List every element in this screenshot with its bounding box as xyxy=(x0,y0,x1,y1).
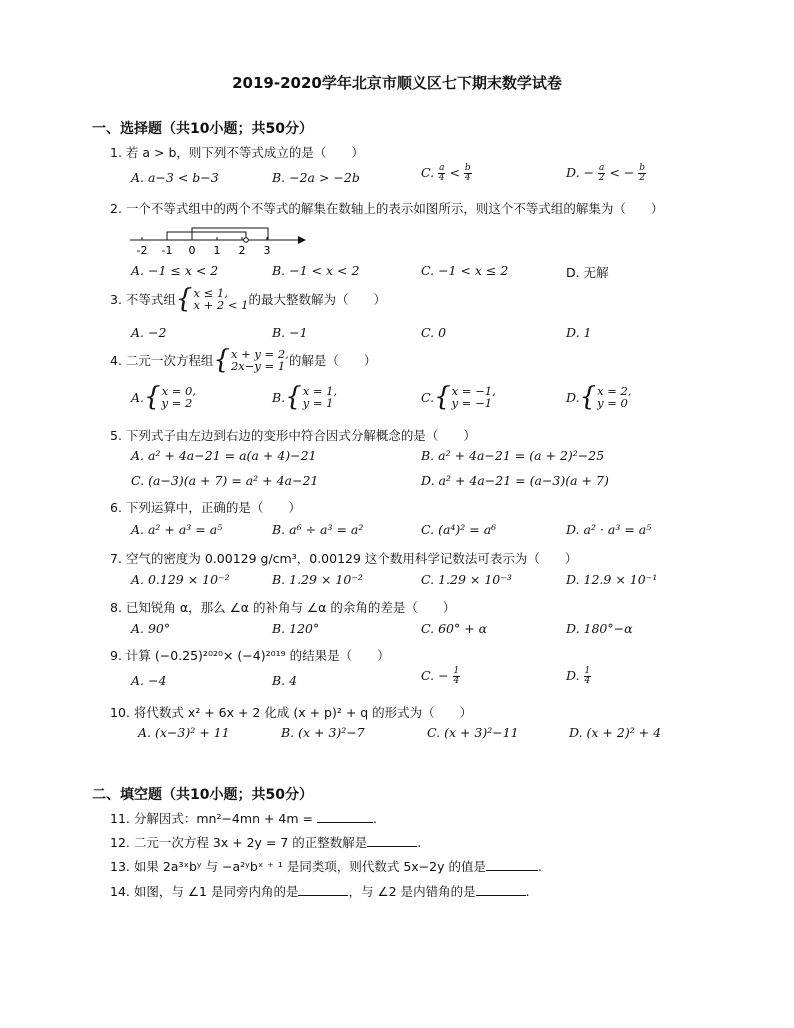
question-3-stem xyxy=(110,284,386,314)
option-label: C. − xyxy=(421,668,449,683)
solution-line-2: y = 2 xyxy=(161,396,193,410)
page-title: 2019-2020学年北京市顺义区七下期末数学试卷 xyxy=(232,74,562,92)
question-6-option-c: C. (a⁴)² = a⁶ xyxy=(421,522,497,537)
number-line-arrow-icon xyxy=(298,236,306,244)
equation-1: x + y = 2, xyxy=(230,347,289,361)
brace-icon: { xyxy=(213,345,230,375)
question-4-option-c xyxy=(421,382,496,412)
answer-blank[interactable] xyxy=(486,858,538,871)
number-line-tick-label: -2 xyxy=(136,244,148,257)
question-11 xyxy=(110,809,377,827)
answer-blank[interactable] xyxy=(317,810,373,823)
answer-blank[interactable] xyxy=(298,883,348,896)
question-4-prefix: 4. 二元一次方程组 xyxy=(110,353,214,368)
number-line-tick-label: 1 xyxy=(213,244,221,257)
question-9-option-d xyxy=(566,667,591,686)
question-1-option-d xyxy=(566,164,646,183)
fraction-denominator: 2 xyxy=(598,173,605,183)
question-5-option-d: D. a² + 4a−21 = (a−3)(a + 7) xyxy=(421,473,609,488)
question-7-option-b: B. 1.29 × 10⁻² xyxy=(272,572,363,587)
solution-line-1: x = 1, xyxy=(302,384,338,398)
number-line-tick-label: 3 xyxy=(263,244,271,257)
question-2-option-b: B. −1 < x < 2 xyxy=(272,263,360,278)
question-4-option-b xyxy=(272,382,338,412)
question-9-option-b: B. 4 xyxy=(272,673,298,688)
question-8-option-b: B. 120° xyxy=(272,621,320,636)
question-8-option-a: A. 90° xyxy=(131,621,171,636)
question-6-option-a: A. a² + a³ = a⁵ xyxy=(131,522,223,537)
question-8-stem: 8. 已知锐角 α，那么 ∠α 的补角与 ∠α 的余角的差是（ ） xyxy=(110,600,456,615)
solution-system xyxy=(434,382,496,412)
fraction-denominator: 2 xyxy=(639,173,645,183)
question-9-stem: 9. 计算 (−0.25)²⁰²⁰× (−4)²⁰¹⁹ 的结果是（ ） xyxy=(110,648,390,663)
comparison-sign: < xyxy=(449,165,460,180)
option-d-label: D. − xyxy=(566,165,594,180)
question-5-stem: 5. 下列式子由左边到右边的变形中符合因式分解概念的是（ ） xyxy=(110,428,476,443)
solution-bracket-lower xyxy=(192,228,268,240)
answer-blank[interactable] xyxy=(476,883,526,896)
inequality-2: x + 2 < 1 xyxy=(193,298,249,312)
question-2-option-d: D. 无解 xyxy=(566,265,609,280)
question-3-option-b: B. −1 xyxy=(272,325,308,340)
question-3-option-d: D. 1 xyxy=(566,325,592,340)
question-8-option-c: C. 60° + α xyxy=(421,621,488,636)
solution-line-2: y = 0 xyxy=(597,396,628,410)
question-5-option-c: C. (a−3)(a + 7) = a² + 4a−21 xyxy=(131,473,319,488)
solution-system xyxy=(285,382,338,412)
question-5-option-a: A. a² + 4a−21 = a(a + 4)−21 xyxy=(131,448,317,463)
number-line-figure xyxy=(128,226,308,258)
question-1-option-b: B. −2a > −2b xyxy=(272,170,360,185)
question-9-option-c xyxy=(421,667,460,686)
inequality-system xyxy=(175,284,249,314)
question-14-middle: ，与 ∠2 是内错角的是 xyxy=(348,884,476,899)
question-12-text: 12. 二元一次方程 3x + 2y = 7 的正整数解是 xyxy=(110,835,368,850)
question-7-stem: 7. 空气的密度为 0.00129 g/cm³，0.00129 这个数用科学记数法可表示为（ ） xyxy=(110,551,578,566)
fraction-numerator: b xyxy=(639,163,646,173)
question-14-text: 14. 如图，与 ∠1 是同旁内角的是 xyxy=(110,884,299,899)
question-4-option-a xyxy=(131,382,196,412)
question-1-option-c xyxy=(421,164,472,183)
question-14 xyxy=(110,882,530,900)
brace-icon: { xyxy=(285,382,302,412)
fraction xyxy=(584,667,592,686)
solution-bracket-upper xyxy=(167,232,246,240)
number-line-tick-label: -1 xyxy=(161,244,173,257)
question-1-option-a: A. a−3 < b−3 xyxy=(131,170,219,185)
fraction xyxy=(464,164,472,183)
question-3-suffix: 的最大整数解为（ ） xyxy=(248,292,386,307)
question-8-option-d: D. 180°−α xyxy=(566,621,633,636)
question-4-suffix: 的解是（ ） xyxy=(288,353,377,368)
solution-line-1: x = 2, xyxy=(597,384,632,398)
question-6-option-b: B. a⁶ ÷ a³ = a² xyxy=(272,522,364,537)
brace-icon: { xyxy=(579,382,597,412)
solution-system xyxy=(144,382,196,412)
comparison-sign: < − xyxy=(609,165,635,180)
question-2-stem: 2. 一个不等式组中的两个不等式的解集在数轴上的表示如图所示，则这个不等式组的解集为（ ） xyxy=(110,201,664,216)
question-11-text: 11. 分解因式：mn²−4mn + 4m = xyxy=(110,811,313,826)
question-10-option-c: C. (x + 3)²−11 xyxy=(427,725,519,740)
question-3-prefix: 3. 不等式组 xyxy=(110,292,176,307)
question-6-option-d: D. a² · a³ = a⁵ xyxy=(566,522,652,537)
question-3-option-a: A. −2 xyxy=(131,325,167,340)
solution-line-1: x = −1, xyxy=(451,384,496,398)
fraction-numerator: a xyxy=(598,163,605,173)
number-line-tick-label: 2 xyxy=(238,244,246,257)
brace-icon: { xyxy=(175,284,193,314)
question-4-stem xyxy=(110,345,377,375)
fraction xyxy=(598,164,605,183)
period: . xyxy=(372,811,377,826)
period: . xyxy=(525,884,530,899)
equation-2: 2x−y = 1 xyxy=(230,359,286,373)
question-4-option-d xyxy=(566,382,632,412)
inequality-1: x ≤ 1, xyxy=(193,286,228,300)
question-7-option-a: A. 0.129 × 10⁻² xyxy=(131,572,230,587)
fraction-numerator: 1 xyxy=(584,666,591,676)
fraction-numerator: b xyxy=(464,163,471,173)
section-heading-choice: 一、选择题（共10小题；共50分） xyxy=(92,121,313,137)
open-endpoint xyxy=(244,238,249,243)
option-label: D. xyxy=(566,668,580,683)
fraction xyxy=(453,667,461,686)
question-5-option-b: B. a² + 4a−21 = (a + 2)²−25 xyxy=(421,448,605,463)
question-10-stem: 10. 将代数式 x² + 6x + 2 化成 (x + p)² + q 的形式为（ ） xyxy=(110,705,473,720)
fraction-denominator: 4 xyxy=(464,173,471,183)
question-2-option-c: C. −1 < x ≤ 2 xyxy=(421,263,509,278)
number-line-tick-label: 0 xyxy=(188,244,196,257)
question-2-option-a: A. −1 ≤ x < 2 xyxy=(131,263,219,278)
period: . xyxy=(417,835,422,850)
question-7-option-c: C. 1.29 × 10⁻³ xyxy=(421,572,512,587)
question-10-option-b: B. (x + 3)²−7 xyxy=(281,725,365,740)
question-9-option-a: A. −4 xyxy=(131,673,167,688)
question-10-option-a: A. (x−3)² + 11 xyxy=(138,725,230,740)
fraction-denominator: 4 xyxy=(438,173,445,183)
question-6-stem: 6. 下列运算中，正确的是（ ） xyxy=(110,500,301,515)
question-3-option-c: C. 0 xyxy=(421,325,447,340)
equation-system xyxy=(213,345,289,375)
solution-line-2: y = 1 xyxy=(302,396,334,410)
question-10-option-d: D. (x + 2)² + 4 xyxy=(569,725,662,740)
question-7-option-d: D. 12.9 × 10⁻¹ xyxy=(566,572,658,587)
fraction xyxy=(438,164,445,183)
solution-line-2: y = −1 xyxy=(451,396,493,410)
question-13-text: 13. 如果 2a³ˣbʸ 与 −a²ʸbˣ ⁺ ¹ 是同类项，则代数式 5x−2y 的值是 xyxy=(110,859,486,874)
option-label: C. xyxy=(421,389,435,405)
option-label: A. xyxy=(131,389,145,405)
question-13 xyxy=(110,857,542,875)
solution-system xyxy=(579,382,632,412)
option-label: B. xyxy=(272,389,286,405)
question-12 xyxy=(110,833,421,851)
fraction-denominator: 4 xyxy=(584,676,591,686)
fraction xyxy=(638,164,646,183)
option-c-label: C. xyxy=(421,165,435,180)
fraction-denominator: 4 xyxy=(453,676,460,686)
fraction-numerator: 1 xyxy=(453,666,460,676)
option-label: D. xyxy=(566,389,580,405)
section-heading-fill-in: 二、填空题（共10小题；共50分） xyxy=(92,787,313,803)
solution-line-1: x = 0, xyxy=(161,384,196,398)
question-1-stem: 1. 若 a > b，则下列不等式成立的是（ ） xyxy=(110,145,364,160)
brace-icon: { xyxy=(144,382,161,412)
period: . xyxy=(537,859,542,874)
fraction-numerator: a xyxy=(439,163,445,173)
brace-icon: { xyxy=(434,382,451,412)
answer-blank[interactable] xyxy=(367,834,417,847)
